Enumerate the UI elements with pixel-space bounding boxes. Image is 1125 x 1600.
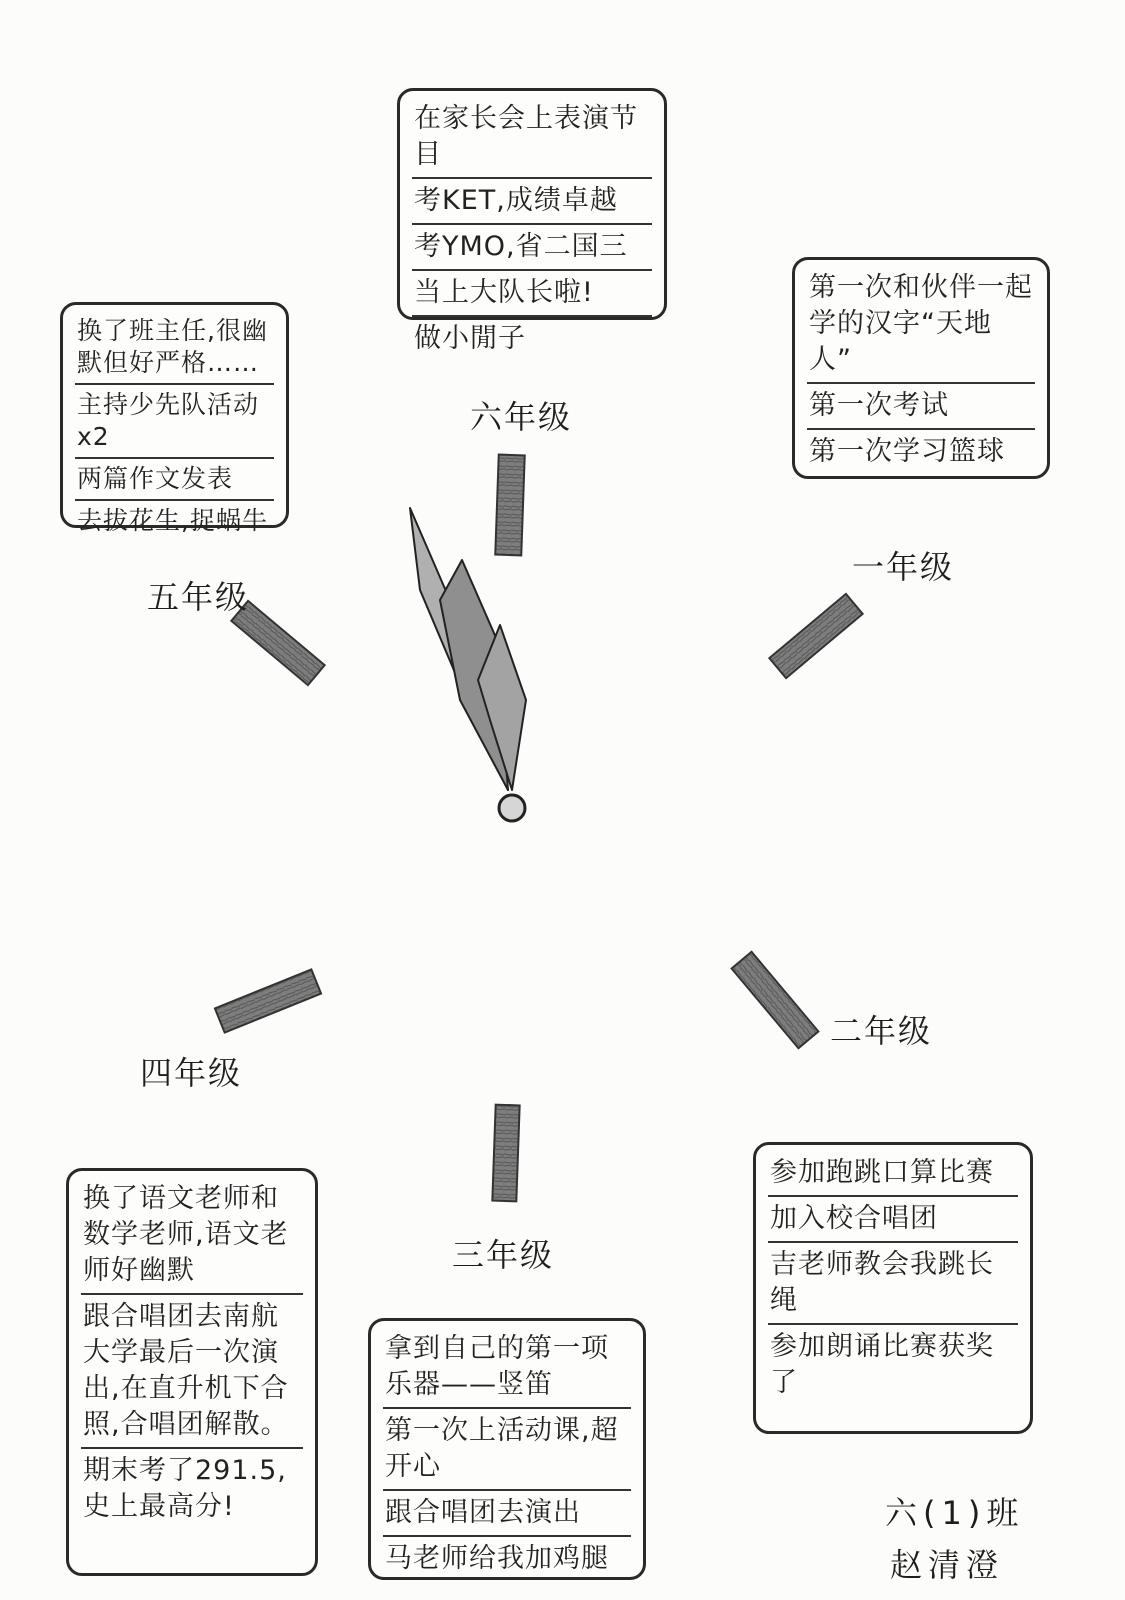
memory-item: 跟合唱团去演出	[383, 1491, 631, 1537]
memory-item: 吉老师教会我跳长绳	[768, 1243, 1018, 1325]
memory-item: 考YMO,省二国三	[412, 225, 652, 271]
memory-item: 加入校合唱团	[768, 1197, 1018, 1243]
memory-box-grade2	[753, 1142, 1033, 1434]
memory-item: 第一次考试	[807, 384, 1035, 430]
memory-box-grade1	[792, 257, 1050, 479]
label-grade4: 四年级	[140, 1054, 243, 1092]
memory-item: 第一次和伙伴一起学的汉字“天地人”	[807, 266, 1035, 384]
memory-item: 参加朗诵比赛获奖了	[770, 1331, 994, 1398]
memory-item: 第一次上活动课,超开心	[383, 1409, 631, 1491]
memory-box-grade3	[368, 1318, 646, 1580]
memory-box-grade5	[60, 302, 289, 535]
label-grade5: 五年级	[147, 578, 250, 616]
memory-item: 马老师给我加鸡腿	[385, 1543, 609, 1574]
memory-item: 换了语文老师和数学老师,语文老师好幽默	[81, 1177, 303, 1295]
signature-author: 赵清澄	[890, 1546, 1005, 1584]
memory-item: 期末考了291.5,史上最高分!	[83, 1455, 287, 1522]
memory-item: 拿到自己的第一项乐器——竖笛	[383, 1327, 631, 1409]
memory-box-grade4	[66, 1168, 318, 1576]
marker-grade6	[495, 455, 524, 556]
label-grade6: 六年级	[470, 398, 573, 436]
memory-item: 主持少先队活动x2	[75, 385, 274, 459]
memory-item: 去拔花生,捉蜗牛	[77, 506, 268, 535]
memory-item: 跟合唱团去南航大学最后一次演出,在直升机下合照,合唱团解散。	[81, 1295, 303, 1449]
label-grade1: 一年级	[852, 548, 955, 586]
memory-item: 两篇作文发表	[75, 459, 274, 501]
marker-grade1	[769, 594, 862, 678]
memory-item: 第一次学习篮球	[809, 436, 1005, 467]
memory-item: 考KET,成绩卓越	[412, 179, 652, 225]
memory-item: 当上大队长啦!	[412, 271, 652, 317]
label-grade2: 二年级	[830, 1012, 933, 1050]
memory-item: 在家长会上表演节目	[412, 97, 652, 179]
marker-grade4	[215, 969, 321, 1032]
memory-item: 做小閒子	[414, 323, 526, 354]
memory-box-grade6	[397, 88, 667, 354]
marker-grade3	[492, 1105, 519, 1202]
clock-center	[499, 795, 525, 821]
memory-item: 参加跑跳口算比赛	[768, 1151, 1018, 1197]
label-grade3: 三年级	[452, 1236, 555, 1274]
signature-class: 六(1)班	[885, 1494, 1025, 1532]
marker-grade2	[732, 952, 819, 1048]
memory-item: 换了班主任,很幽默但好严格……	[75, 311, 274, 385]
